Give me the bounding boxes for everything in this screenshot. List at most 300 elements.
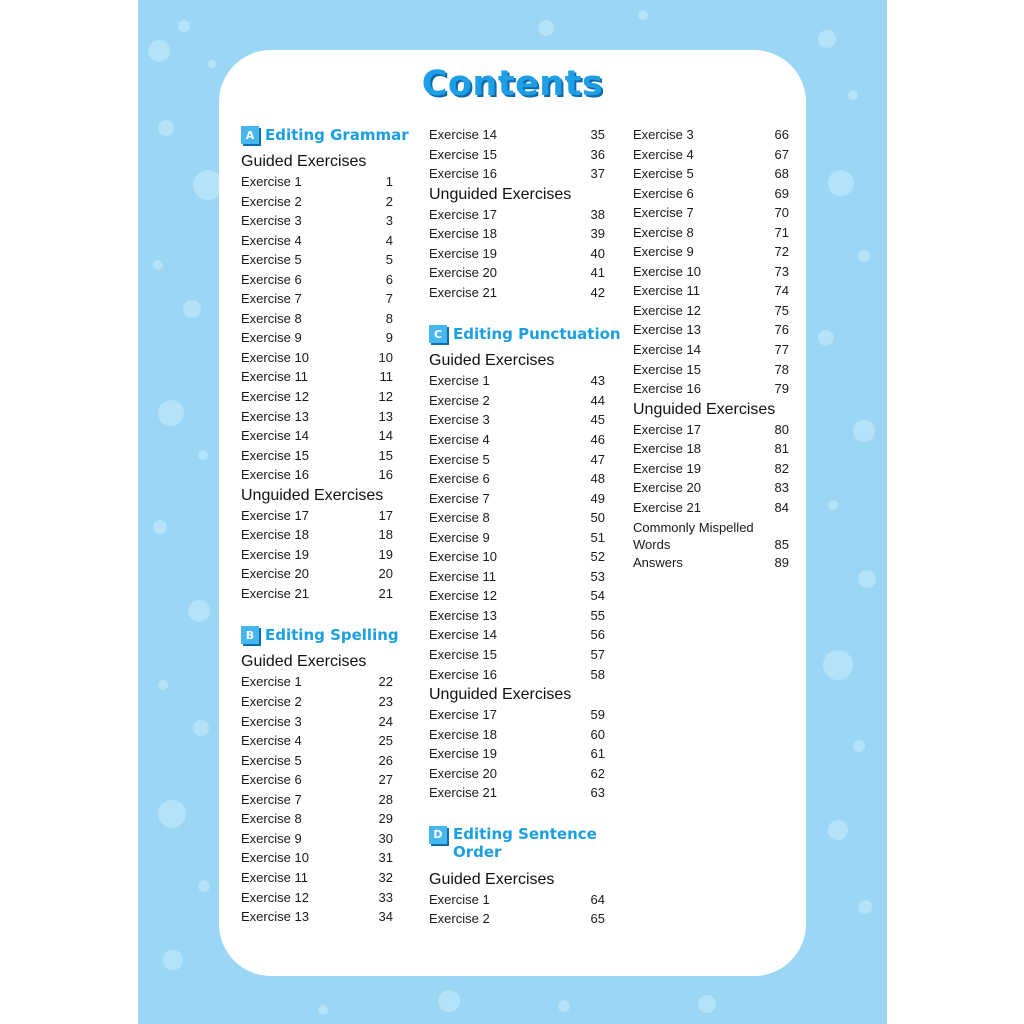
- entry-page: 5: [385, 252, 393, 268]
- entry-label: Exercise 18: [633, 441, 701, 457]
- contents-entry: [241, 328, 393, 348]
- contents-entry: [241, 790, 393, 810]
- contents-entry: [633, 360, 789, 380]
- entry-page: 78: [774, 361, 789, 377]
- entry-label: Exercise 16: [241, 467, 309, 483]
- decorative-bubble: [698, 995, 716, 1013]
- decorative-bubble: [178, 20, 190, 32]
- decorative-bubble: [858, 570, 876, 588]
- section-d-unguided: [633, 399, 789, 518]
- contents-entry: [633, 320, 789, 340]
- decorative-bubble: [153, 260, 163, 270]
- contents-entry: [429, 783, 605, 803]
- entry-page: 41: [590, 265, 605, 281]
- decorative-bubble: [538, 20, 554, 36]
- entry-label: Exercise 20: [429, 265, 497, 281]
- entry-label: Exercise 13: [241, 408, 309, 424]
- contents-entry: [241, 731, 393, 751]
- entry-page: 62: [590, 765, 605, 781]
- entry-page: 48: [590, 471, 605, 487]
- entry-page: 79: [774, 381, 789, 397]
- entry-label: Exercise 20: [241, 566, 309, 582]
- contents-entry: [633, 420, 789, 440]
- entry-label: Exercise 21: [241, 585, 309, 601]
- decorative-bubble: [828, 820, 848, 840]
- decorative-bubble: [158, 800, 186, 828]
- entry-page: 77: [774, 342, 789, 358]
- entry-label: Exercise 16: [633, 381, 701, 397]
- section-c-guided: [429, 350, 605, 684]
- entry-page: 9: [385, 330, 393, 346]
- entry-label: Exercise 19: [429, 245, 497, 261]
- group-heading: Unguided Exercises: [429, 185, 572, 203]
- decorative-bubble: [818, 330, 834, 346]
- contents-entry: [241, 829, 393, 849]
- entry-label: Exercise 14: [633, 342, 701, 358]
- decorative-bubble: [198, 450, 208, 460]
- contents-entry-mispelled-words: [633, 517, 789, 553]
- section-badge-b: B: [241, 626, 259, 644]
- entry-page: 30: [378, 830, 393, 846]
- contents-entry: [429, 205, 605, 225]
- entry-label: Exercise 10: [241, 850, 309, 866]
- entry-label: Answers: [633, 555, 683, 571]
- contents-entry: [241, 407, 393, 427]
- contents-entry: [241, 309, 393, 329]
- decorative-bubble: [853, 740, 865, 752]
- entry-page: 64: [590, 891, 605, 907]
- entry-page: 16: [378, 467, 393, 483]
- entry-label: Exercise 13: [633, 322, 701, 338]
- entry-page: 69: [774, 185, 789, 201]
- section-heading-c: [429, 324, 621, 350]
- contents-entry: [633, 242, 789, 262]
- group-heading: Guided Exercises: [241, 153, 367, 170]
- entry-page: 67: [774, 146, 789, 162]
- entry-label: Exercise 14: [241, 428, 309, 444]
- contents-entry: [633, 498, 789, 518]
- entry-page: 56: [590, 627, 605, 643]
- entry-page: 44: [590, 392, 605, 408]
- decorative-bubble: [208, 60, 216, 68]
- contents-column-1: [241, 125, 409, 927]
- contents-entry: [241, 751, 393, 771]
- entry-page: 82: [774, 460, 789, 476]
- section-a-guided: [241, 151, 393, 485]
- contents-entry: [429, 547, 605, 567]
- contents-entry: [633, 379, 789, 399]
- contents-entry: [241, 809, 393, 829]
- section-b-guided-cont: [429, 125, 605, 184]
- contents-entry: [429, 224, 605, 244]
- entry-page: 4: [385, 232, 393, 248]
- contents-entry: [241, 367, 393, 387]
- entry-page: 54: [590, 588, 605, 604]
- entry-label: Exercise 9: [633, 244, 694, 260]
- contents-entry: [429, 371, 605, 391]
- contents-entry: [241, 545, 393, 565]
- decorative-bubble: [158, 400, 184, 426]
- entry-label: Exercise 1: [241, 174, 302, 189]
- contents-entry: [429, 890, 605, 910]
- entry-label: Exercise 1: [241, 674, 302, 690]
- entry-page: 25: [378, 733, 393, 749]
- contents-entry: [633, 125, 789, 145]
- entry-label: Exercise 12: [241, 389, 309, 405]
- entry-page: 34: [378, 909, 393, 925]
- entry-page: 31: [378, 850, 393, 866]
- entry-page: 12: [378, 389, 393, 405]
- decorative-bubble: [823, 650, 853, 680]
- entry-label: Exercise 5: [241, 752, 302, 768]
- decorative-bubble: [148, 40, 170, 62]
- contents-entry: [429, 391, 605, 411]
- page-title: Contents: [421, 64, 604, 104]
- entry-page: 37: [590, 166, 605, 182]
- entry-label: Exercise 11: [241, 369, 308, 385]
- entry-page: 80: [774, 421, 789, 437]
- decorative-bubble: [183, 300, 201, 318]
- entry-page: 53: [590, 568, 605, 584]
- section-badge-d: D: [429, 826, 447, 844]
- entry-page: 26: [378, 752, 393, 768]
- entry-label: Exercise 2: [241, 694, 302, 710]
- entry-page: 8: [385, 310, 393, 326]
- entry-label: Exercise 8: [633, 224, 694, 240]
- entry-page: 65: [590, 911, 605, 927]
- entry-page: 13: [378, 408, 393, 424]
- entry-label: Exercise 3: [633, 127, 694, 142]
- entry-page: 17: [378, 507, 393, 523]
- entry-label: Exercise 5: [241, 252, 302, 268]
- contents-entry: [633, 203, 789, 223]
- section-heading-a: [241, 125, 409, 151]
- entry-page: 23: [378, 694, 393, 710]
- entry-label: Exercise 6: [633, 185, 694, 201]
- entry-page: 50: [590, 510, 605, 526]
- contents-entry: [429, 645, 605, 665]
- contents-entry: [429, 164, 605, 184]
- decorative-bubble: [153, 520, 167, 534]
- entry-label: Exercise 3: [429, 412, 490, 428]
- contents-entry: [241, 250, 393, 270]
- contents-entry: [633, 439, 789, 459]
- entry-label: Exercise 12: [633, 302, 701, 318]
- entry-label: Exercise 8: [241, 310, 302, 326]
- decorative-bubble: [558, 1000, 570, 1012]
- entry-label: Exercise 18: [429, 726, 497, 742]
- section-title-c: Editing Punctuation: [453, 325, 621, 344]
- entry-label: Exercise 17: [429, 206, 497, 222]
- entry-label: Exercise 18: [429, 226, 497, 242]
- entry-label: Exercise 13: [429, 607, 497, 623]
- entry-page: 52: [590, 549, 605, 565]
- entry-page: 76: [774, 322, 789, 338]
- group-heading: Guided Exercises: [429, 352, 555, 370]
- entry-page: 89: [774, 555, 789, 571]
- contents-entry: [241, 525, 393, 545]
- entry-label: Exercise 21: [633, 499, 701, 515]
- contents-entry-answers: [633, 553, 789, 573]
- entry-label: Exercise 9: [241, 830, 302, 846]
- entry-label: Exercise 11: [241, 869, 308, 885]
- entry-label: Exercise 12: [241, 889, 309, 905]
- entry-page: 85: [774, 537, 789, 553]
- entry-label: Exercise 3: [241, 213, 302, 229]
- contents-entry: [429, 283, 605, 303]
- section-heading-b: [241, 625, 399, 651]
- decorative-bubble: [638, 10, 648, 20]
- contents-entry: [241, 692, 393, 712]
- contents-entry: [241, 446, 393, 466]
- entry-page: 58: [590, 666, 605, 682]
- entry-label: Exercise 18: [241, 527, 309, 543]
- contents-entry: [429, 744, 605, 764]
- entry-label: Exercise 14: [429, 127, 497, 142]
- contents-entry: [429, 430, 605, 450]
- entry-page: 24: [378, 713, 393, 729]
- entry-label: Exercise 1: [429, 373, 490, 389]
- section-title-b: Editing Spelling: [265, 626, 399, 645]
- entry-label: Exercise 16: [429, 166, 497, 182]
- entry-page: 38: [590, 206, 605, 222]
- entry-label: Commonly Mispelled Words: [633, 520, 754, 553]
- entry-page: 61: [590, 746, 605, 762]
- contents-entry: [633, 223, 789, 243]
- contents-entry: [241, 564, 393, 584]
- decorative-bubble: [853, 420, 875, 442]
- contents-entry: [241, 868, 393, 888]
- contents-entry: [241, 506, 393, 526]
- contents-entry: [429, 489, 605, 509]
- entry-label: Exercise 19: [633, 460, 701, 476]
- group-heading: Unguided Exercises: [633, 400, 776, 418]
- contents-entry: [429, 665, 605, 685]
- contents-entry: [241, 270, 393, 290]
- section-title-d: Editing Sentence Order: [453, 824, 597, 861]
- entry-page: 1: [385, 174, 393, 189]
- contents-entry: [241, 770, 393, 790]
- section-badge-a: A: [241, 126, 259, 144]
- contents-entry: [429, 567, 605, 587]
- entry-label: Exercise 8: [429, 510, 490, 526]
- entry-label: Exercise 19: [429, 746, 497, 762]
- decorative-bubble: [848, 90, 858, 100]
- entry-label: Exercise 21: [429, 785, 497, 801]
- entry-page: 2: [385, 193, 393, 209]
- contents-entry: [429, 263, 605, 283]
- decorative-bubble: [163, 950, 183, 970]
- entry-label: Exercise 6: [241, 772, 302, 788]
- entry-label: Exercise 2: [429, 392, 490, 408]
- entry-label: Exercise 1: [429, 891, 490, 907]
- entry-label: Exercise 16: [429, 666, 497, 682]
- contents-entry: [633, 262, 789, 282]
- entry-page: 74: [774, 283, 789, 299]
- decorative-bubble: [198, 880, 210, 892]
- section-heading-d: [429, 825, 605, 869]
- entry-label: Exercise 10: [429, 549, 497, 565]
- contents-column-3: [633, 125, 789, 573]
- entry-label: Exercise 9: [429, 529, 490, 545]
- decorative-bubble: [188, 600, 210, 622]
- entry-label: Exercise 17: [633, 421, 701, 437]
- contents-entry: [241, 231, 393, 251]
- entry-label: Exercise 9: [241, 330, 302, 346]
- contents-entry: [241, 192, 393, 212]
- entry-page: 70: [774, 205, 789, 221]
- contents-entry: [429, 450, 605, 470]
- contents-entry: [633, 164, 789, 184]
- section-a-unguided: [241, 485, 393, 604]
- entry-page: 68: [774, 166, 789, 182]
- entry-page: 18: [378, 527, 393, 543]
- entry-page: 19: [378, 546, 393, 562]
- entry-label: Exercise 10: [633, 263, 701, 279]
- contents-entry: [429, 705, 605, 725]
- entry-page: 75: [774, 302, 789, 318]
- contents-entry: [241, 211, 393, 231]
- contents-entry: [429, 125, 605, 145]
- entry-label: Exercise 15: [429, 146, 497, 162]
- entry-page: 73: [774, 263, 789, 279]
- entry-label: Exercise 19: [241, 546, 309, 562]
- entry-page: 42: [590, 284, 605, 300]
- entry-label: Exercise 20: [429, 765, 497, 781]
- contents-entry: [241, 712, 393, 732]
- entry-label: Exercise 20: [633, 480, 701, 496]
- entry-page: 6: [385, 271, 393, 287]
- entry-page: 59: [590, 707, 605, 723]
- contents-column-2: [429, 125, 621, 929]
- section-b-guided: [241, 651, 393, 926]
- entry-page: 71: [774, 224, 789, 240]
- entry-label: Exercise 15: [429, 647, 497, 663]
- entry-page: 10: [378, 349, 393, 365]
- entry-page: 60: [590, 726, 605, 742]
- entry-page: 51: [590, 529, 605, 545]
- entry-label: Exercise 6: [429, 471, 490, 487]
- entry-page: 81: [774, 441, 789, 457]
- contents-entry: [241, 172, 393, 192]
- entry-page: 22: [378, 674, 393, 690]
- group-heading: Unguided Exercises: [241, 486, 384, 504]
- entry-label: Exercise 14: [429, 627, 497, 643]
- entry-page: 63: [590, 785, 605, 801]
- contents-entry: [429, 145, 605, 165]
- group-heading: Guided Exercises: [241, 653, 367, 671]
- entry-label: Exercise 5: [429, 451, 490, 467]
- section-badge-c: C: [429, 325, 447, 343]
- contents-entry: [241, 848, 393, 868]
- entry-label: Exercise 17: [241, 507, 309, 523]
- group-heading: Guided Exercises: [429, 870, 555, 888]
- entry-label: Exercise 12: [429, 588, 497, 604]
- contents-entry: [241, 289, 393, 309]
- decorative-bubble: [158, 680, 168, 690]
- contents-entry: [241, 348, 393, 368]
- contents-entry: [241, 584, 393, 604]
- entry-label: Exercise 21: [429, 284, 497, 300]
- section-c-unguided: [429, 684, 605, 803]
- contents-entry: [429, 764, 605, 784]
- entry-page: 32: [378, 869, 393, 885]
- entry-page: 46: [590, 432, 605, 448]
- entry-page: 36: [590, 146, 605, 162]
- entry-page: 84: [774, 499, 789, 515]
- entry-page: 55: [590, 607, 605, 623]
- entry-page: 27: [378, 772, 393, 788]
- entry-label: Exercise 2: [241, 193, 302, 209]
- contents-entry: [633, 184, 789, 204]
- decorative-bubble: [318, 1005, 328, 1015]
- entry-page: 43: [590, 373, 605, 389]
- entry-label: Exercise 15: [241, 447, 309, 463]
- entry-page: 72: [774, 244, 789, 260]
- contents-entry: [429, 909, 605, 929]
- contents-entry: [429, 469, 605, 489]
- contents-entry: [429, 606, 605, 626]
- entry-label: Exercise 15: [633, 361, 701, 377]
- contents-entry: [429, 625, 605, 645]
- contents-entry: [429, 410, 605, 430]
- entry-page: 83: [774, 480, 789, 496]
- decorative-bubble: [438, 990, 460, 1012]
- section-d-guided: [429, 869, 605, 929]
- contents-entry: [241, 888, 393, 908]
- contents-entry: [429, 586, 605, 606]
- entry-label: Exercise 11: [633, 283, 700, 299]
- decorative-bubble: [858, 900, 872, 914]
- contents-entry: [241, 465, 393, 485]
- contents-entry: [241, 387, 393, 407]
- decorative-bubble: [828, 170, 854, 196]
- entry-page: 40: [590, 245, 605, 261]
- entry-label: Exercise 4: [633, 146, 694, 162]
- contents-entry: [633, 459, 789, 479]
- entry-label: Exercise 7: [241, 291, 302, 307]
- entry-label: Exercise 6: [241, 271, 302, 287]
- entry-page: 47: [590, 451, 605, 467]
- decorative-bubble: [193, 720, 209, 736]
- entry-page: 39: [590, 226, 605, 242]
- entry-label: Exercise 13: [241, 909, 309, 925]
- entry-page: 35: [590, 127, 605, 142]
- entry-label: Exercise 4: [241, 232, 302, 248]
- entry-page: 49: [590, 490, 605, 506]
- entry-page: 28: [378, 791, 393, 807]
- entry-page: 33: [378, 889, 393, 905]
- contents-entry: [429, 244, 605, 264]
- entry-label: Exercise 7: [429, 490, 490, 506]
- contents-entry: [429, 508, 605, 528]
- entry-label: Exercise 7: [241, 791, 302, 807]
- contents-entry: [241, 907, 393, 927]
- entry-page: 45: [590, 412, 605, 428]
- entry-page: 66: [774, 127, 789, 142]
- entry-label: Exercise 3: [241, 713, 302, 729]
- contents-entry: [633, 340, 789, 360]
- decorative-bubble: [158, 120, 174, 136]
- contents-entry: [633, 281, 789, 301]
- entry-page: 11: [379, 369, 393, 385]
- contents-entry: [241, 672, 393, 692]
- entry-label: Exercise 10: [241, 349, 309, 365]
- entry-page: 20: [378, 566, 393, 582]
- contents-entry: [633, 145, 789, 165]
- entry-label: Exercise 8: [241, 811, 302, 827]
- decorative-bubble: [858, 250, 870, 262]
